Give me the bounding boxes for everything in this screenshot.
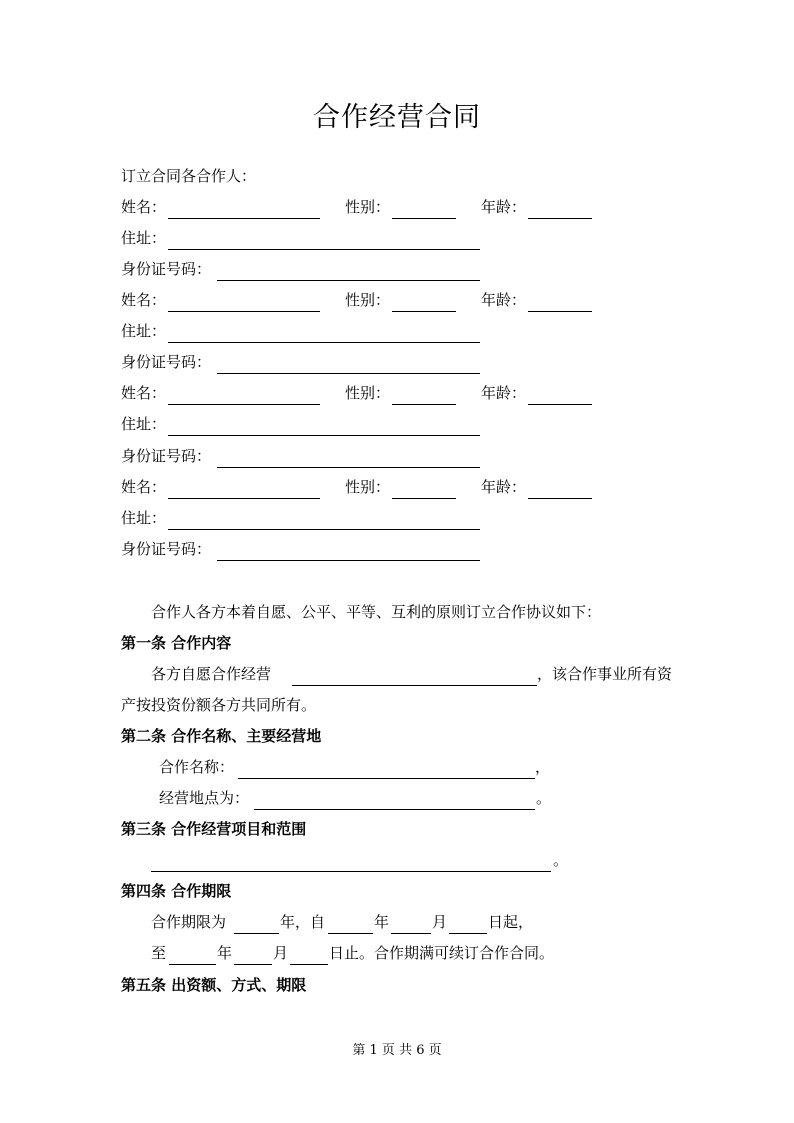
name-label: 姓名： [121,198,167,216]
article-3-heading: 第三条 合作经营项目和范围 [121,820,307,838]
gender-label: 性别： [345,478,391,496]
partner-4-row-address [121,507,521,529]
partner-1-id-field[interactable] [217,258,480,281]
article-1-text-after: ，该合作事业所有资 [537,665,673,683]
age-label: 年龄： [481,291,527,309]
start-year-field[interactable] [328,911,373,934]
partner-1-row-basic [121,196,601,218]
end-year-field[interactable] [169,942,216,965]
address-label: 住址： [121,322,167,340]
partner-2-address-field[interactable] [168,320,480,343]
end-day-field[interactable] [290,942,328,965]
article-4-heading: 第四条 合作期限 [121,882,232,900]
business-place-row [121,787,561,809]
start-month-field[interactable] [391,911,431,934]
partner-1-name-field[interactable] [168,196,320,219]
partner-2-row-address [121,320,521,342]
address-label: 住址： [121,415,167,433]
partner-4-age-field[interactable] [528,476,592,499]
address-label: 住址： [121,509,167,527]
cooperation-name-row [121,756,561,778]
cooperation-business-field[interactable] [292,663,537,686]
partner-2-age-field[interactable] [528,289,592,312]
article-1-text-before: 各方自愿合作经营 [151,665,272,683]
business-place-end: 。 [536,789,552,807]
partner-1-gender-field[interactable] [392,196,456,219]
start-day-field[interactable] [449,911,487,934]
id-label: 身份证号码： [121,260,212,278]
partner-4-gender-field[interactable] [392,476,456,499]
partner-3-row-id [121,445,521,467]
preamble-text: 合作人各方本着自愿、公平、平等、互利的原则订立合作协议如下： [151,603,602,621]
business-scope-field[interactable] [151,849,551,872]
partner-1-age-field[interactable] [528,196,592,219]
gender-label: 性别： [345,291,391,309]
partner-3-address-field[interactable] [168,413,480,436]
partner-4-id-field[interactable] [217,538,480,561]
end-year-label: 年 [217,944,233,962]
start-day-label: 日起， [488,913,534,931]
cooperation-name-end: ， [535,758,551,776]
page-footer: 第 1 页 共 6 页 [352,1043,442,1058]
cooperation-name-label: 合作名称： [159,758,235,776]
term-to-label: 至 [151,944,167,962]
partner-4-row-basic [121,476,601,498]
start-year-label: 年 [374,913,390,931]
partner-4-name-field[interactable] [168,476,320,499]
end-month-label: 月 [273,944,289,962]
term-year-from-label: 年，自 [280,913,326,931]
partner-4-address-field[interactable] [168,507,480,530]
partner-3-gender-field[interactable] [392,382,456,405]
document-title: 合作经营合同 [313,102,481,133]
gender-label: 性别： [345,384,391,402]
term-label: 合作期限为 [151,913,227,931]
start-month-label: 月 [432,913,448,931]
term-years-field[interactable] [234,911,279,934]
name-label: 姓名： [121,478,167,496]
partner-2-id-field[interactable] [217,351,480,374]
gender-label: 性别： [345,198,391,216]
age-label: 年龄： [481,384,527,402]
partner-3-row-basic [121,382,601,404]
partner-2-name-field[interactable] [168,289,320,312]
article-1-body-line-1 [121,663,681,685]
partner-1-row-address [121,227,521,249]
term-row-1 [121,911,541,933]
name-label: 姓名： [121,291,167,309]
article-5-heading: 第五条 出资额、方式、期限 [121,976,307,994]
cooperation-name-field[interactable] [238,756,535,779]
business-place-field[interactable] [254,787,535,810]
article-2-heading: 第二条 合作名称、主要经营地 [121,727,322,745]
partner-1-address-field[interactable] [168,227,480,250]
partner-2-row-id [121,351,521,373]
id-label: 身份证号码： [121,540,212,558]
end-day-label: 日止。合作期满可续订合作合同。 [329,944,555,962]
address-label: 住址： [121,229,167,247]
business-scope-row [121,849,581,871]
partner-3-age-field[interactable] [528,382,592,405]
business-scope-end: 。 [553,851,569,869]
age-label: 年龄： [481,478,527,496]
partner-3-row-address [121,413,521,435]
id-label: 身份证号码： [121,447,212,465]
intro-text: 订立合同各合作人： [121,167,257,185]
end-month-field[interactable] [234,942,272,965]
business-place-label: 经营地点为： [159,789,250,807]
age-label: 年龄： [481,198,527,216]
partner-2-row-basic [121,289,601,311]
article-1-heading: 第一条 合作内容 [121,634,232,652]
article-1-body-line-2: 产按投资份额各方共同所有。 [121,696,317,714]
name-label: 姓名： [121,384,167,402]
partner-3-name-field[interactable] [168,382,320,405]
id-label: 身份证号码： [121,353,212,371]
partner-4-row-id [121,538,521,560]
partner-3-id-field[interactable] [217,445,480,468]
term-row-2 [121,942,581,964]
partner-2-gender-field[interactable] [392,289,456,312]
partner-1-row-id [121,258,521,280]
